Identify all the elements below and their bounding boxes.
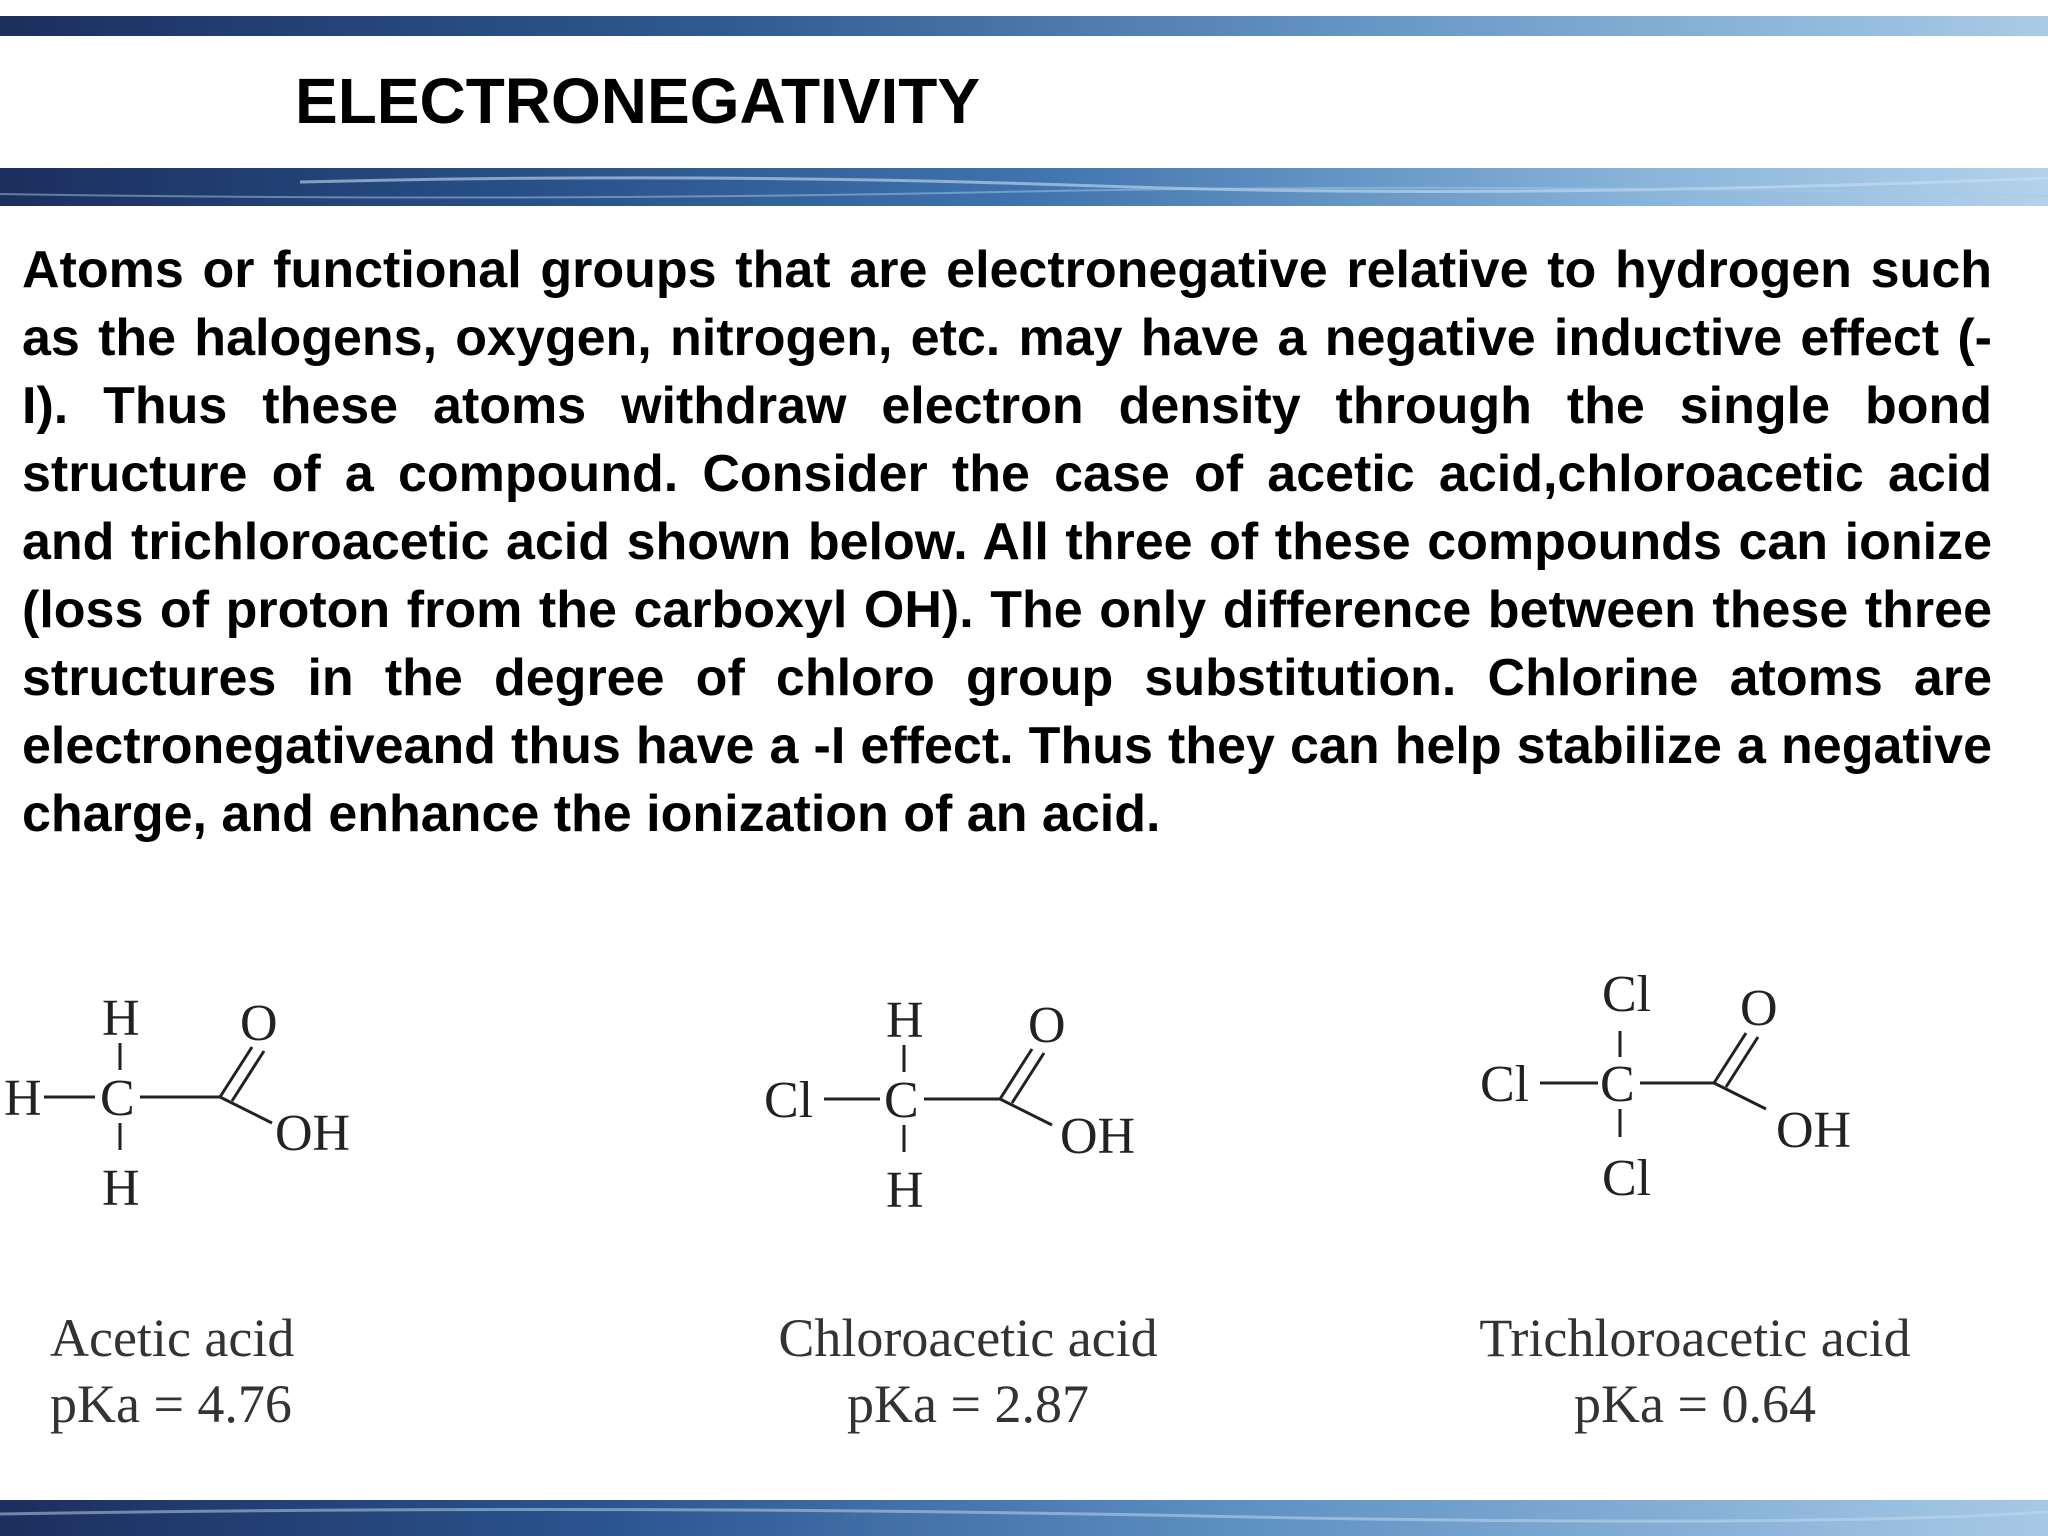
atom-bottom: H [886, 1162, 924, 1219]
chloroacetic-acid-caption [768, 1305, 1168, 1437]
molecule-pka: pKa = 4.76 [50, 1374, 292, 1434]
molecule-name: Acetic acid [50, 1308, 295, 1368]
atom-carbonyl-o: O [240, 995, 278, 1052]
atom-carbonyl-o: O [1740, 980, 1778, 1037]
molecule-name: Chloroacetic acid [778, 1308, 1158, 1368]
trichloroacetic-acid-caption [1455, 1305, 1935, 1437]
atom-bottom: Cl [1602, 1150, 1652, 1207]
atom-hydroxyl: OH [275, 1105, 351, 1162]
atom-top: Cl [1602, 975, 1652, 1023]
header-band-top [0, 16, 2048, 36]
atom-center: C [884, 1072, 919, 1129]
trichloroacetic-acid-structure [1470, 975, 1890, 1245]
atom-center: C [100, 1070, 135, 1127]
atom-left: H [4, 1070, 42, 1127]
atom-hydroxyl: OH [1060, 1108, 1136, 1165]
acetic-acid-caption [50, 1305, 294, 1437]
acetic-acid-structure [0, 975, 420, 1245]
molecule-name: Trichloroacetic acid [1479, 1308, 1911, 1368]
atom-left: Cl [764, 1072, 814, 1129]
header-band-divider [0, 168, 2048, 206]
chloroacetic-acid-structure [760, 975, 1180, 1245]
page-title: ELECTRONEGATIVITY [295, 65, 981, 137]
molecule-pka: pKa = 0.64 [1574, 1374, 1816, 1434]
atom-left: Cl [1480, 1056, 1530, 1113]
atom-hydroxyl: OH [1776, 1102, 1852, 1159]
molecule-pka: pKa = 2.87 [847, 1374, 1089, 1434]
atom-top: H [102, 990, 140, 1047]
atom-top: H [886, 992, 924, 1049]
atom-bottom: H [102, 1160, 140, 1217]
body-paragraph: Atoms or functional groups that are electronegative relative to hydrogen such as the halogens, oxygen, nitrogen, etc. may have a negative inductive effect (-I). Thus these atoms withdraw electron density through the single bond structure of a compound. Consider the case of acetic acid,chloroacetic acid and trichloroacetic acid shown below. All three of these compounds can ionize (loss of proton from the carboxyl OH). The only difference between these three structures in the degree of chloro group substitution. Chlorine atoms are electronegativeand thus have a -I effect. Thus they can help stabilize a negative charge, and enhance the ionization of an acid. [22, 241, 1992, 843]
atom-center: C [1600, 1056, 1635, 1113]
atom-carbonyl-o: O [1028, 997, 1066, 1054]
footer-band [0, 1500, 2048, 1536]
